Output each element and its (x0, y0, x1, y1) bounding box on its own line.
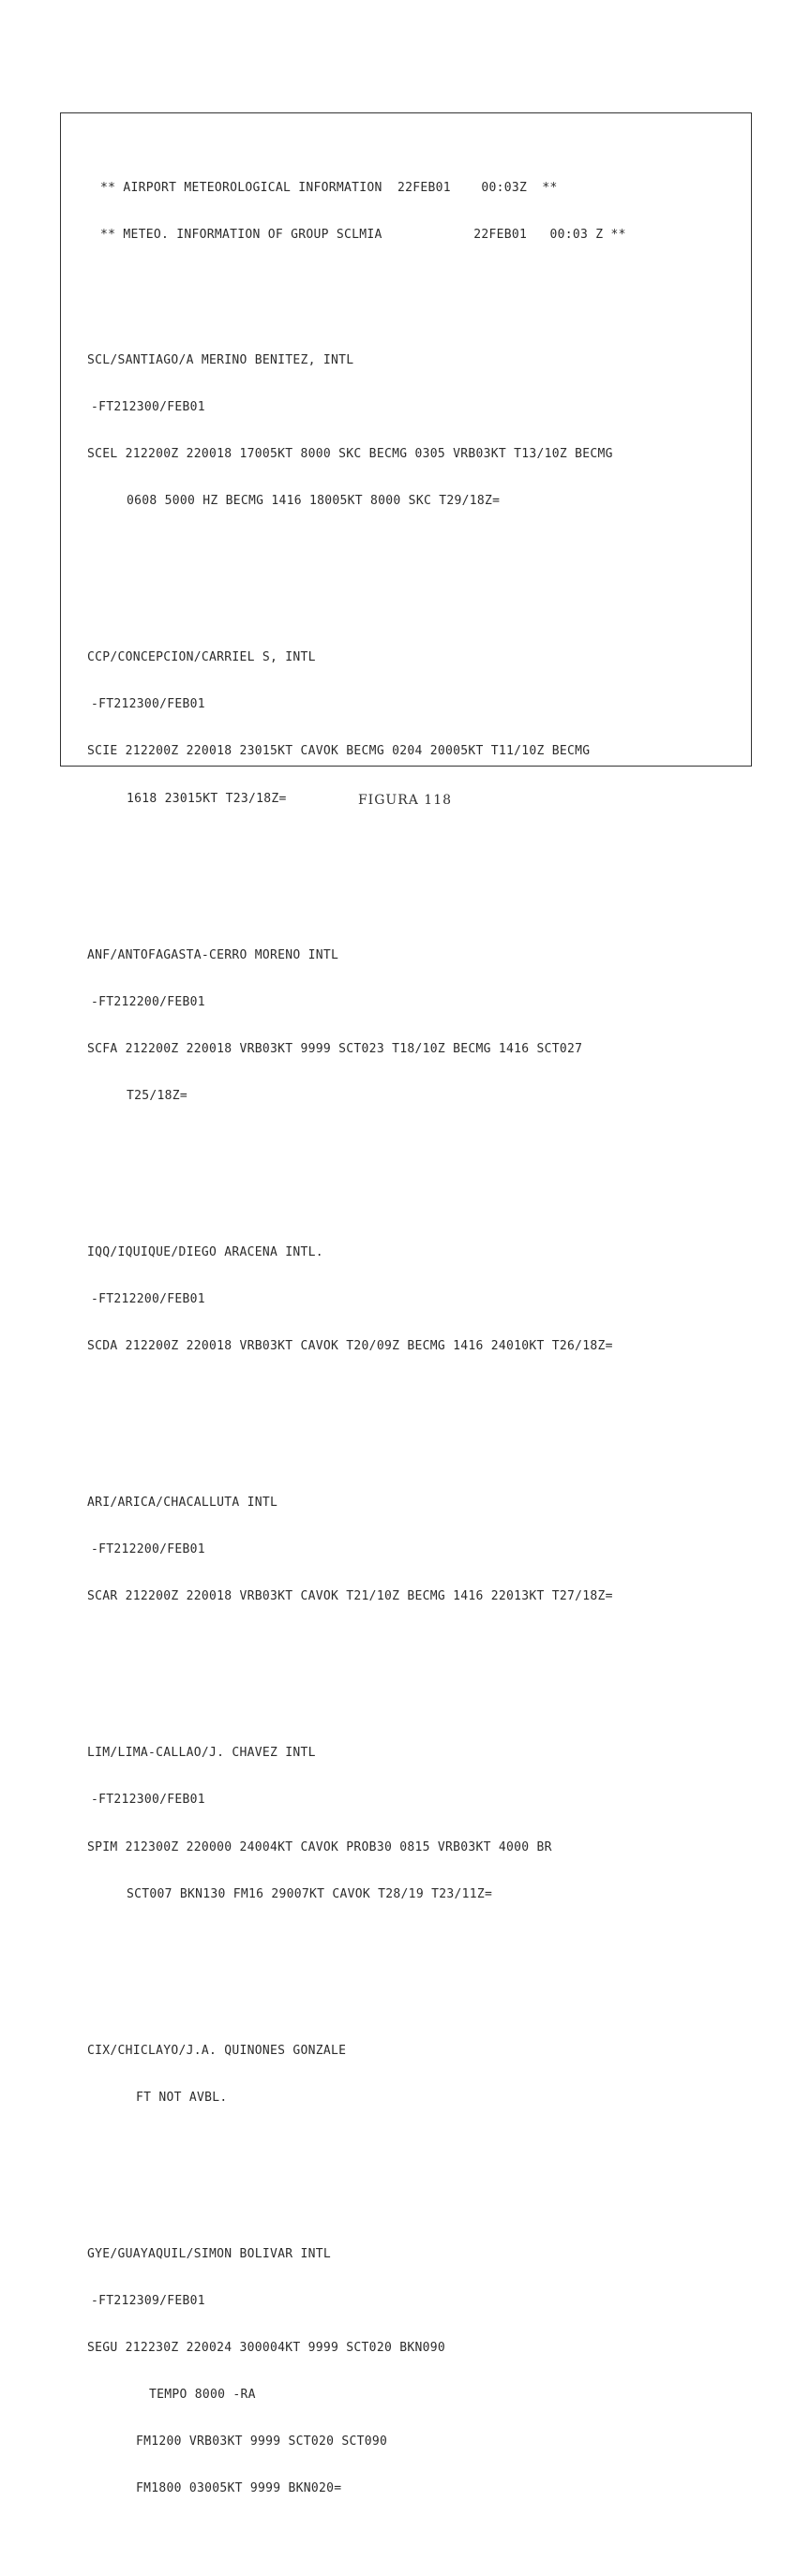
header-1-date: 22FEB01 (397, 181, 451, 196)
taf-line: 0608 5000 HZ BECMG 1416 18005KT 8000 SKC T29/18Z= (127, 494, 501, 509)
forecast-header: -FT212300/FEB01 (91, 697, 205, 712)
station-name: ANF/ANTOFAGASTA-CERRO MORENO INTL (87, 947, 339, 962)
header-1-time: 00:03Z (481, 181, 528, 196)
station-name: ARI/ARICA/CHACALLUTA INTL (87, 1496, 278, 1511)
tempo-line: TEMPO 8000 -RA (149, 2388, 256, 2403)
station-block-cix (87, 2012, 751, 2137)
figure-caption: FIGURA 118 (357, 793, 453, 808)
station-name: CCP/CONCEPCION/CARRIEL S, INTL (87, 650, 316, 665)
taf-line: 1618 23015KT T23/18Z= (127, 791, 287, 806)
header-1-prefix: ** AIRPORT METEOROLOGICAL INFORMATION (100, 181, 382, 196)
header-1-suffix: ** (542, 181, 558, 196)
taf-line: SCDA 212200Z 220018 VRB03KT CAVOK T20/09Z BECMG 1416 24010KT T26/18Z= (87, 1339, 613, 1354)
header-line-2 (87, 228, 751, 244)
station-block-lim (87, 1715, 751, 1934)
station-name: GYE/GUAYAQUIL/SIMON BOLIVAR INTL (87, 2246, 332, 2261)
forecast-header: -FT212300/FEB01 (91, 1793, 205, 1808)
header-line-1 (87, 181, 751, 197)
forecast-header: -FT212200/FEB01 (91, 994, 205, 1009)
station-name: SCL/SANTIAGO/A MERINO BENITEZ, INTL (87, 352, 354, 367)
taf-line: SPIM 212300Z 220000 24004KT CAVOK PROB30 0815 VRB03KT 4000 BR (87, 1839, 552, 1854)
taf-line: SEGU 212230Z 220024 300004KT 9999 SCT020 BKN090 (87, 2341, 445, 2356)
station-block-gye (87, 2215, 751, 2528)
taf-line: SCAR 212200Z 220018 VRB03KT CAVOK T21/10Z BECMG 1416 22013KT T27/18Z= (87, 1589, 613, 1604)
station-name: IQQ/IQUIQUE/DIEGO ARACENA INTL. (87, 1244, 323, 1259)
taf-line: SCFA 212200Z 220018 VRB03KT 9999 SCT023 T18/10Z BECMG 1416 SCT027 (87, 1041, 583, 1056)
not-available-notice: FT NOT AVBL. (136, 2090, 228, 2105)
forecast-header: -FT212200/FEB01 (91, 1542, 205, 1557)
fm-line: FM1200 VRB03KT 9999 SCT020 SCT090 (136, 2435, 388, 2449)
station-block-scl (87, 321, 751, 541)
header-2-suffix: ** (610, 228, 626, 243)
taf-line: SCIE 212200Z 220018 23015KT CAVOK BECMG 0204 20005KT T11/10Z BECMG (87, 744, 591, 759)
station-block-iqq (87, 1214, 751, 1386)
forecast-header: -FT212309/FEB01 (91, 2293, 205, 2308)
station-name: LIM/LIMA-CALLAO/J. CHAVEZ INTL (87, 1746, 316, 1761)
taf-line: SCEL 212200Z 220018 17005KT 8000 SKC BECMG 0305 VRB03KT T13/10Z BECMG (87, 447, 613, 462)
station-name: CIX/CHICLAYO/J.A. QUINONES GONZALE (87, 2043, 347, 2058)
fm-line: FM1800 03005KT 9999 BKN020= (136, 2481, 342, 2496)
forecast-header: -FT212200/FEB01 (91, 1291, 205, 1306)
teletype-printout (87, 134, 751, 2576)
header-2-time: 00:03 Z (549, 228, 604, 243)
header-2-date: 22FEB01 (473, 228, 528, 243)
header-2-prefix: ** METEO. INFORMATION OF GROUP SCLMIA (100, 228, 382, 243)
taf-line: T25/18Z= (127, 1088, 188, 1103)
forecast-header: -FT212300/FEB01 (91, 399, 205, 414)
station-block-ari (87, 1465, 751, 1637)
station-block-anf (87, 916, 751, 1136)
taf-line: SCT007 BKN130 FM16 29007KT CAVOK T28/19 T23/11Z= (127, 1886, 493, 1901)
